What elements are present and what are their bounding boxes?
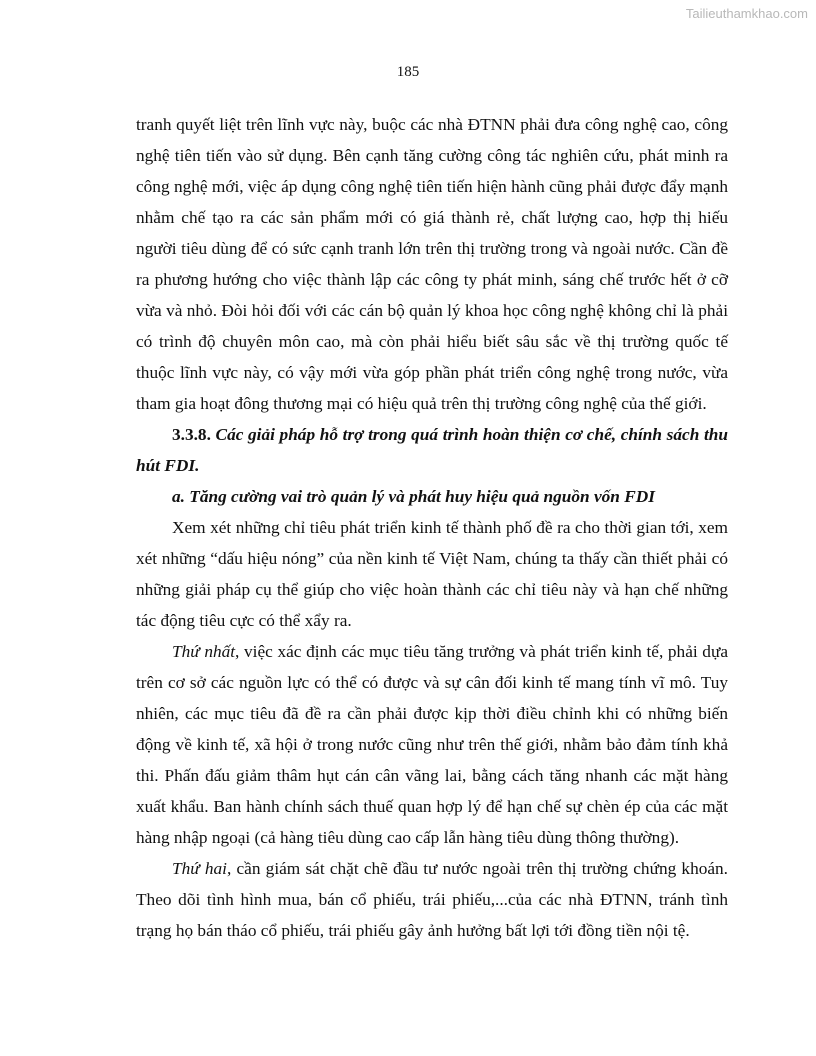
paragraph [136,853,728,946]
paragraph-body: , cần giám sát chặt chẽ đầu tư nước ngoài trên thị trường chứng khoán. Theo dõi tình hình mua, bán cổ phiếu, trái phiếu,...của các nhà ĐTNN, tránh tình trạng họ bán tháo cổ phiếu, trái phiếu gây ảnh hưởng bất lợi tới đồng tiền nội tệ. [136,859,728,940]
section-heading [136,419,728,481]
subsection-heading: a. Tăng cường vai trò quản lý và phát huy hiệu quả nguồn vốn FDI [172,487,655,506]
paragraph-lead: Thứ hai [172,859,227,878]
page-number: 185 [396,64,420,80]
paragraph-body: , việc xác định các mục tiêu tăng trưởng và phát triển kinh tế, phải dựa trên cơ sở các nguồn lực có thể có được và sự cân đối kinh tế mang tính vĩ mô. Tuy nhiên, các mục tiêu đã đề ra cần phải được kịp thời điều chỉnh khi có những biến động về kinh tế, xã hội ở trong nước cũng như trên thế giới, nhằm bảo đảm tính khả thi. Phấn đấu giảm thâm hụt cán cân vãng lai, bằng cách tăng nhanh các mặt hàng xuất khẩu. Ban hành chính sách thuế quan hợp lý để hạn chế sự chèn ép của các mặt hàng nhập ngoại (cả hàng tiêu dùng cao cấp lẫn hàng tiêu dùng thông thường). [136,642,728,847]
paragraph: tranh quyết liệt trên lĩnh vực này, buộc các nhà ĐTNN phải đưa công nghệ cao, công nghệ tiên tiến vào sử dụng. Bên cạnh tăng cường công tác nghiên cứu, phát minh ra công nghệ mới, việc áp dụng công nghệ tiên tiến hiện hành cũng phải được đẩy mạnh nhằm chế tạo ra các sản phẩm mới có giá thành rẻ, chất lượng cao, hợp thị hiếu người tiêu dùng để có sức cạnh tranh lớn trên thị trường trong và ngoài nước. Cần đề ra phương hướng cho việc thành lập các công ty phát minh, sáng chế trước hết ở cỡ vừa và nhỏ. Đòi hỏi đối với các cán bộ quản lý khoa học công nghệ không chỉ là phải có trình độ chuyên môn cao, mà còn phải hiểu biết sâu sắc về thị trường quốc tế thuộc lĩnh vực này, có vậy mới vừa góp phần phát triển công nghệ trong nước, vừa tham gia hoạt đông thương mại có hiệu quả trên thị trường công nghệ của thế giới. [136,115,728,413]
paragraph [136,636,728,853]
paragraph: Xem xét những chỉ tiêu phát triển kinh tế thành phố đề ra cho thời gian tới, xem xét những “dấu hiệu nóng” của nền kinh tế Việt Nam, chúng ta thấy cần thiết phải có những giải pháp cụ thể giúp cho việc hoàn thành các chỉ tiêu này và hạn chế những tác động tiêu cực có thể xẩy ra. [136,518,728,630]
watermark: Tailieuthamkhao.com [685,6,808,21]
paragraph-lead: Thứ nhất [172,642,236,661]
document-body [136,109,728,946]
section-number: 3.3.8. [172,425,211,444]
section-title: Các giải pháp hỗ trợ trong quá trình hoàn thiện cơ chế, chính sách thu hút FDI. [136,425,728,475]
